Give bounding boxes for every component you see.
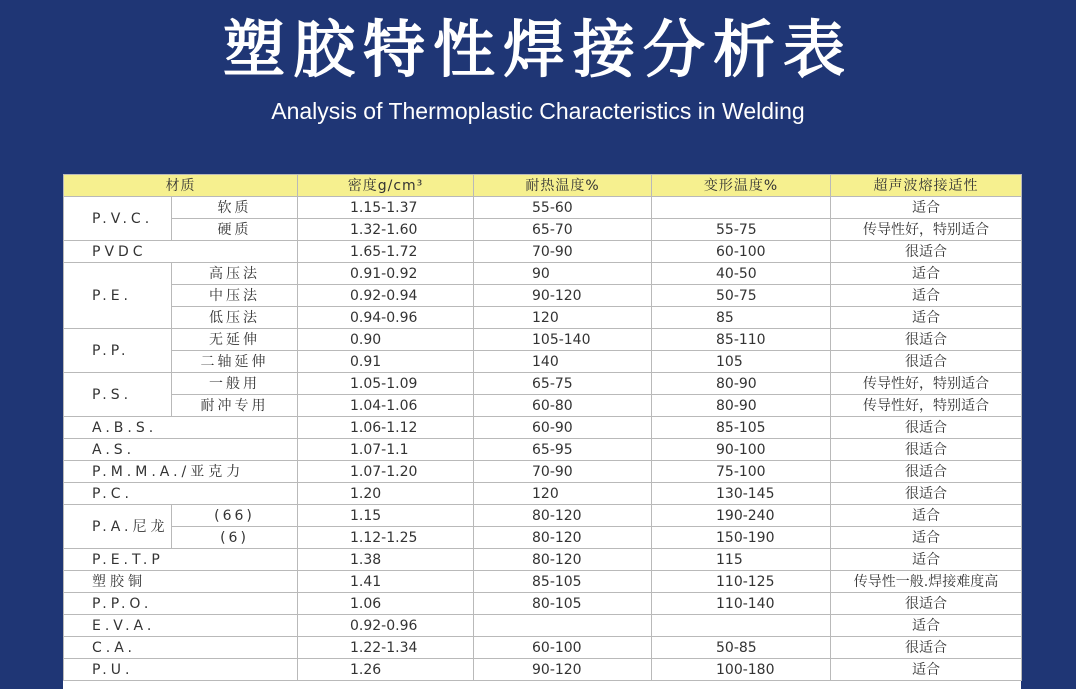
suit-cell: 适合 [831, 615, 1022, 637]
material-cell: P.P. [64, 329, 172, 373]
material-cell: P.C. [64, 483, 298, 505]
table-row [64, 307, 1022, 329]
material-cell: P.A.尼龙 [64, 505, 172, 549]
deform-cell [652, 197, 831, 219]
deform-cell: 190-240 [652, 505, 831, 527]
material-cell: A.B.S. [64, 417, 298, 439]
heat-cell: 120 [474, 307, 652, 329]
density-cell: 0.91 [298, 351, 474, 373]
subtype-cell: 中压法 [172, 285, 298, 307]
heat-cell [474, 615, 652, 637]
deform-cell: 85 [652, 307, 831, 329]
suit-cell: 很适合 [831, 483, 1022, 505]
suit-cell: 传导性一般.焊接难度高 [831, 571, 1022, 593]
heat-cell: 65-70 [474, 219, 652, 241]
material-cell: P.E. [64, 263, 172, 329]
subtype-cell: 硬质 [172, 219, 298, 241]
suit-cell: 很适合 [831, 439, 1022, 461]
heat-cell: 80-120 [474, 527, 652, 549]
density-cell: 1.22-1.34 [298, 637, 474, 659]
table-row [64, 571, 1022, 593]
density-cell: 1.65-1.72 [298, 241, 474, 263]
density-cell: 1.07-1.20 [298, 461, 474, 483]
subtype-cell: 低压法 [172, 307, 298, 329]
subtype-cell: 耐冲专用 [172, 395, 298, 417]
heat-cell: 60-100 [474, 637, 652, 659]
deform-cell: 85-105 [652, 417, 831, 439]
table-row [64, 637, 1022, 659]
deform-cell: 55-75 [652, 219, 831, 241]
heat-cell: 65-75 [474, 373, 652, 395]
table-row [64, 395, 1022, 417]
header-density: 密度g/cm³ [298, 175, 474, 197]
deform-cell: 110-140 [652, 593, 831, 615]
heat-cell: 90 [474, 263, 652, 285]
density-cell: 1.07-1.1 [298, 439, 474, 461]
table-row [64, 615, 1022, 637]
table-row [64, 659, 1022, 681]
subtype-cell: 高压法 [172, 263, 298, 285]
heat-cell: 80-120 [474, 505, 652, 527]
table-row [64, 329, 1022, 351]
page-title: 塑胶特性焊接分析表 [222, 13, 853, 86]
table-row [64, 549, 1022, 571]
suit-cell: 很适合 [831, 351, 1022, 373]
suit-cell: 很适合 [831, 417, 1022, 439]
heat-cell: 55-60 [474, 197, 652, 219]
suit-cell: 很适合 [831, 241, 1022, 263]
deform-cell: 150-190 [652, 527, 831, 549]
density-cell: 0.91-0.92 [298, 263, 474, 285]
subtype-cell: 无延伸 [172, 329, 298, 351]
subtype-cell: (66) [172, 505, 298, 527]
material-cell: P.V.C. [64, 197, 172, 241]
table-row [64, 263, 1022, 285]
material-cell: 塑胶铜 [64, 571, 298, 593]
table-row [64, 483, 1022, 505]
density-cell: 1.41 [298, 571, 474, 593]
deform-cell [652, 615, 831, 637]
table-row [64, 505, 1022, 527]
material-cell: P.U. [64, 659, 298, 681]
heat-cell: 70-90 [474, 461, 652, 483]
suit-cell: 适合 [831, 549, 1022, 571]
suit-cell: 很适合 [831, 637, 1022, 659]
deform-cell: 100-180 [652, 659, 831, 681]
table-row [64, 219, 1022, 241]
deform-cell: 50-75 [652, 285, 831, 307]
density-cell: 0.92-0.96 [298, 615, 474, 637]
deform-cell: 130-145 [652, 483, 831, 505]
table-row [64, 461, 1022, 483]
heat-cell: 90-120 [474, 285, 652, 307]
table-row [64, 351, 1022, 373]
heat-cell: 70-90 [474, 241, 652, 263]
header-heat-resistance: 耐热温度% [474, 175, 652, 197]
suit-cell: 很适合 [831, 329, 1022, 351]
material-cell: P.M.M.A./亚克力 [64, 461, 298, 483]
deform-cell: 80-90 [652, 395, 831, 417]
table-row [64, 417, 1022, 439]
deform-cell: 90-100 [652, 439, 831, 461]
suit-cell: 很适合 [831, 461, 1022, 483]
page-subtitle: Analysis of Thermoplastic Characteristics in Welding [271, 98, 805, 124]
suit-cell: 适合 [831, 505, 1022, 527]
table-row [64, 593, 1022, 615]
density-cell: 0.92-0.94 [298, 285, 474, 307]
heat-cell: 120 [474, 483, 652, 505]
density-cell: 1.32-1.60 [298, 219, 474, 241]
suit-cell: 很适合 [831, 593, 1022, 615]
density-cell: 0.90 [298, 329, 474, 351]
suit-cell: 传导性好，特别适合 [831, 219, 1022, 241]
heat-cell: 80-120 [474, 549, 652, 571]
welding-analysis-table [63, 174, 1022, 681]
density-cell: 1.06 [298, 593, 474, 615]
table-row [64, 373, 1022, 395]
welding-table-container [63, 174, 1021, 689]
density-cell: 1.05-1.09 [298, 373, 474, 395]
material-cell: P.S. [64, 373, 172, 417]
material-cell: C.A. [64, 637, 298, 659]
density-cell: 1.04-1.06 [298, 395, 474, 417]
subtype-cell: 软质 [172, 197, 298, 219]
table-header-row [64, 175, 1022, 197]
heat-cell: 65-95 [474, 439, 652, 461]
subtype-cell: 一般用 [172, 373, 298, 395]
heat-cell: 90-120 [474, 659, 652, 681]
deform-cell: 110-125 [652, 571, 831, 593]
deform-cell: 75-100 [652, 461, 831, 483]
heat-cell: 80-105 [474, 593, 652, 615]
deform-cell: 40-50 [652, 263, 831, 285]
deform-cell: 80-90 [652, 373, 831, 395]
deform-cell: 105 [652, 351, 831, 373]
deform-cell: 60-100 [652, 241, 831, 263]
deform-cell: 115 [652, 549, 831, 571]
density-cell: 1.15-1.37 [298, 197, 474, 219]
table-row [64, 285, 1022, 307]
subtype-cell: 二轴延伸 [172, 351, 298, 373]
material-cell: A.S. [64, 439, 298, 461]
material-cell: P.P.O. [64, 593, 298, 615]
subtype-cell: (6) [172, 527, 298, 549]
material-cell: P.E.T.P [64, 549, 298, 571]
material-cell: E.V.A. [64, 615, 298, 637]
deform-cell: 85-110 [652, 329, 831, 351]
suit-cell: 适合 [831, 263, 1022, 285]
density-cell: 1.26 [298, 659, 474, 681]
heat-cell: 60-90 [474, 417, 652, 439]
suit-cell: 适合 [831, 527, 1022, 549]
density-cell: 1.38 [298, 549, 474, 571]
suit-cell: 适合 [831, 307, 1022, 329]
header-deform-temp: 变形温度% [652, 175, 831, 197]
density-cell: 1.06-1.12 [298, 417, 474, 439]
density-cell: 1.20 [298, 483, 474, 505]
table-row [64, 439, 1022, 461]
deform-cell: 50-85 [652, 637, 831, 659]
suit-cell: 传导性好，特别适合 [831, 395, 1022, 417]
table-row [64, 197, 1022, 219]
suit-cell: 适合 [831, 197, 1022, 219]
suit-cell: 传导性好，特别适合 [831, 373, 1022, 395]
heat-cell: 105-140 [474, 329, 652, 351]
suit-cell: 适合 [831, 285, 1022, 307]
header-weld-suitability: 超声波熔接适性 [831, 175, 1022, 197]
heat-cell: 85-105 [474, 571, 652, 593]
heat-cell: 140 [474, 351, 652, 373]
suit-cell: 适合 [831, 659, 1022, 681]
header-material: 材质 [64, 175, 298, 197]
density-cell: 1.12-1.25 [298, 527, 474, 549]
table-row [64, 527, 1022, 549]
density-cell: 1.15 [298, 505, 474, 527]
heat-cell: 60-80 [474, 395, 652, 417]
material-cell: PVDC [64, 241, 298, 263]
table-row [64, 241, 1022, 263]
density-cell: 0.94-0.96 [298, 307, 474, 329]
